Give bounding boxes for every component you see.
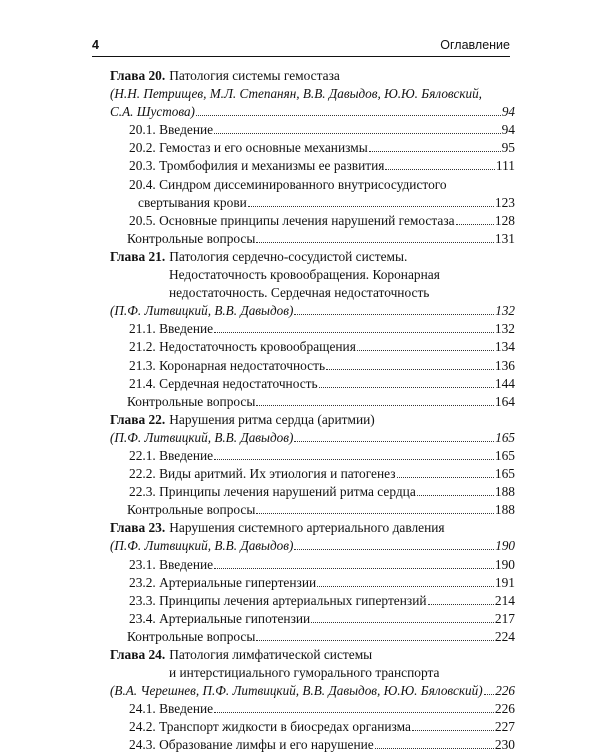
entry-title: 23.3. Принципы лечения артериальных гипертензий — [129, 592, 427, 608]
entry-title: свертывания крови — [138, 194, 247, 210]
toc-entry — [110, 430, 515, 448]
dot-leader — [412, 730, 494, 731]
toc-entry — [110, 195, 515, 213]
dot-leader — [214, 332, 494, 333]
dot-leader — [196, 115, 501, 116]
entry-page-number: 123 — [494, 194, 515, 210]
entry-title: 20.5. Основные принципы лечения нарушений гемостаза — [129, 212, 455, 228]
entry-page-number: 94 — [501, 122, 515, 138]
dot-leader — [214, 712, 494, 713]
entry-title: Контрольные вопросы — [127, 628, 256, 644]
toc-entry — [110, 575, 515, 593]
toc-entry — [110, 158, 515, 176]
entry-page-number: 188 — [494, 484, 515, 500]
toc-entry — [110, 376, 515, 394]
entry-page-number: 227 — [494, 719, 515, 735]
entry-page-number: 188 — [494, 502, 515, 518]
dot-leader — [484, 694, 495, 695]
entry-page-number: 190 — [495, 538, 515, 554]
toc-entry — [110, 538, 515, 556]
entry-title: (П.Ф. Литвицкий, В.В. Давыдов) — [110, 303, 294, 319]
entry-title: 24.2. Транспорт жидкости в биосредах организма — [129, 719, 411, 735]
toc-entry — [110, 448, 515, 466]
toc-chapter-entry — [110, 520, 515, 538]
entry-title: 23.2. Артериальные гипертензии — [129, 574, 317, 590]
entry-title: Контрольные вопросы — [127, 230, 256, 246]
entry-page-number: 136 — [494, 357, 515, 373]
dot-leader — [256, 513, 494, 514]
entry-page-number: 132 — [494, 321, 515, 337]
dot-leader — [256, 242, 494, 243]
dot-leader — [214, 568, 494, 569]
dot-leader — [456, 224, 494, 225]
chapter-label: Глава 20. — [110, 68, 166, 83]
entry-page-number: 165 — [494, 447, 515, 463]
entry-title: Контрольные вопросы — [127, 502, 256, 518]
entry-page-number: 224 — [494, 628, 515, 644]
toc-chapter-entry — [110, 249, 515, 267]
entry-page-number: 226 — [494, 701, 515, 717]
dot-leader — [369, 151, 501, 152]
toc-entry — [110, 737, 515, 755]
entry-page-number: 165 — [494, 466, 515, 482]
entry-page-number: 190 — [494, 556, 515, 572]
toc-chapter-entry — [110, 647, 515, 665]
entry-title: (Н.Н. Петрищев, М.Л. Степанян, В.В. Давыдов, Ю.Ю. Бяловский, — [110, 86, 482, 102]
dot-leader — [417, 495, 494, 496]
toc-entry — [110, 339, 515, 357]
toc-entry — [110, 466, 515, 484]
dot-leader — [428, 604, 494, 605]
entry-page-number: 134 — [494, 339, 515, 355]
toc-entry — [110, 321, 515, 339]
entry-title: Патология сердечно-сосудистой системы. — [169, 248, 408, 264]
toc-entry — [110, 665, 515, 683]
dot-leader — [248, 206, 494, 207]
dot-leader — [294, 314, 494, 315]
toc-entry — [110, 683, 515, 701]
toc-entry — [110, 484, 515, 502]
entry-title: 24.3. Образование лимфы и его нарушение — [129, 737, 374, 753]
toc-entry — [110, 177, 515, 195]
entry-title: 22.2. Виды аритмий. Их этиология и патогенез — [129, 466, 396, 482]
entry-title: 21.4. Сердечная недостаточность — [129, 375, 318, 391]
entry-title: Патология лимфатической системы — [169, 647, 373, 662]
chapter-label: Глава 24. — [110, 647, 166, 662]
entry-title: 23.1. Введение — [129, 556, 214, 572]
running-header — [92, 36, 510, 58]
entry-page-number: 230 — [494, 737, 515, 753]
dot-leader — [319, 387, 494, 388]
toc-entry — [110, 629, 515, 647]
dot-leader — [375, 748, 494, 749]
entry-page-number: 144 — [494, 375, 515, 391]
chapter-label: Глава 21. — [110, 248, 166, 264]
toc-entry — [110, 231, 515, 249]
dot-leader — [357, 350, 494, 351]
entry-title: С.А. Шустова) — [110, 104, 195, 120]
entry-page-number: 94 — [501, 104, 515, 120]
chapter-label: Глава 23. — [110, 520, 166, 536]
toc-entry — [110, 140, 515, 158]
entry-title: Контрольные вопросы — [127, 393, 256, 409]
entry-title: Патология системы гемостаза — [169, 68, 340, 83]
toc-entry — [110, 502, 515, 520]
entry-title: 23.4. Артериальные гипотензии — [129, 610, 311, 626]
toc-entry — [110, 122, 515, 140]
entry-title: (П.Ф. Литвицкий, В.В. Давыдов) — [110, 538, 294, 554]
entry-title: (В.А. Черешнев, П.Ф. Литвицкий, В.В. Давыдов, Ю.Ю. Бяловский) — [110, 683, 483, 699]
dot-leader — [385, 169, 494, 170]
dot-leader — [294, 549, 494, 550]
chapter-label: Глава 22. — [110, 411, 166, 427]
toc-entry — [110, 104, 515, 122]
toc-entry — [110, 611, 515, 629]
entry-page-number: 95 — [501, 140, 515, 156]
entry-title: 20.3. Тромбофилия и механизмы ее развития — [129, 158, 385, 174]
toc-entry — [110, 267, 515, 285]
entry-title: (П.Ф. Литвицкий, В.В. Давыдов) — [110, 429, 294, 445]
entry-page-number: 165 — [495, 429, 515, 445]
entry-title: 24.1. Введение — [129, 701, 214, 717]
toc-entry — [110, 86, 515, 104]
toc-chapter-entry — [110, 68, 515, 86]
toc-entry — [110, 701, 515, 719]
toc-entry — [110, 557, 515, 575]
entry-title: 20.1. Введение — [129, 122, 214, 138]
entry-title: Нарушения системного артериального давления — [169, 520, 445, 536]
entry-title: 21.1. Введение — [129, 321, 214, 337]
entry-page-number: 217 — [494, 610, 515, 626]
dot-leader — [214, 133, 501, 134]
entry-page-number: 132 — [495, 303, 515, 319]
toc-entry — [110, 285, 515, 303]
entry-title: недостаточность. Сердечная недостаточность — [169, 285, 430, 301]
entry-page-number: 226 — [495, 683, 515, 699]
entry-page-number: 131 — [494, 230, 515, 246]
dot-leader — [311, 622, 494, 623]
dot-leader — [256, 405, 494, 406]
running-title: Оглавление — [440, 38, 510, 52]
dot-leader — [326, 369, 494, 370]
entry-title: Нарушения ритма сердца (аритмии) — [169, 411, 375, 427]
entry-page-number: 191 — [494, 574, 515, 590]
dot-leader — [256, 640, 494, 641]
dot-leader — [317, 586, 494, 587]
toc-entry — [110, 719, 515, 737]
toc-entry — [110, 358, 515, 376]
table-of-contents — [110, 68, 515, 756]
entry-title: 22.3. Принципы лечения нарушений ритма сердца — [129, 484, 416, 500]
entry-page-number: 214 — [494, 592, 515, 608]
toc-entry — [110, 303, 515, 321]
toc-entry — [110, 394, 515, 412]
toc-entry — [110, 593, 515, 611]
entry-page-number: 164 — [494, 393, 515, 409]
toc-chapter-entry — [110, 412, 515, 430]
entry-title: 21.3. Коронарная недостаточность — [129, 357, 326, 373]
entry-page-number: 128 — [494, 212, 515, 228]
entry-title: Недостаточность кровообращения. Коронарная — [169, 267, 440, 283]
toc-entry — [110, 213, 515, 231]
header-rule — [92, 56, 510, 57]
entry-title: 22.1. Введение — [129, 447, 214, 463]
entry-title: и интерстициального гуморального транспорта — [169, 665, 440, 681]
entry-title: 20.2. Гемостаз и его основные механизмы — [129, 140, 368, 156]
dot-leader — [294, 441, 494, 442]
dot-leader — [214, 459, 494, 460]
page-number: 4 — [92, 38, 99, 52]
entry-title: 21.2. Недостаточность кровообращения — [129, 339, 356, 355]
entry-page-number: 111 — [495, 158, 515, 174]
dot-leader — [397, 477, 494, 478]
entry-title: 20.4. Синдром диссеминированного внутрисосудистого — [129, 176, 447, 192]
